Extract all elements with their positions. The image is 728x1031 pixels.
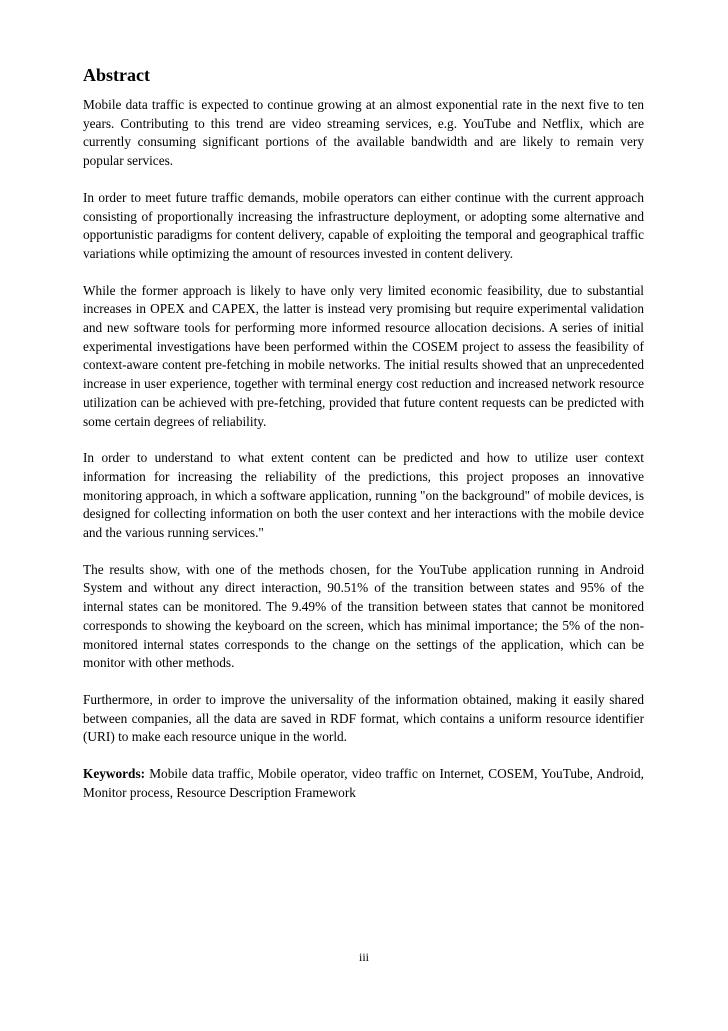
keywords-paragraph [83,765,644,802]
abstract-paragraph-4: In order to understand to what extent content can be predicted and how to utilize user context information for increasing the reliability of the predictions, this project proposes an innovative monitoring approach, in which a software application, running "on the background" of mobile devices, is designed for collecting information on both the user context and her interactions with the mobile device and the various running services." [83,450,644,541]
abstract-page [83,64,644,821]
keywords-label: Keywords: [83,766,146,782]
abstract-paragraph-3: While the former approach is likely to have only very limited economic feasibility, due to substantial increases in OPEX and CAPEX, the latter is instead very promising but require experimental validation and new software tools for performing more informed resource allocation decisions. A series of initial experimental investigations have been performed within the COSEM project to assess the feasibility of context-aware content pre-fetching in mobile networks. The initial results showed that an unprecedented increase in user experience, together with terminal energy cost reduction and increased network resource utilization can be achieved with pre-fetching, provided that future content requests can be predicted with some certain degrees of reliability. [83,282,644,429]
abstract-paragraph-6: Furthermore, in order to improve the universality of the information obtained, making it easily shared between companies, all the data are saved in RDF format, which contains a uniform resource identifier (URI) to make each resource unique in the world. [83,691,644,745]
keywords-text: Mobile data traffic, Mobile operator, video traffic on Internet, COSEM, YouTube, Android, Monitor process, Resource Description Framework [83,766,644,800]
abstract-paragraph-1: Mobile data traffic is expected to continue growing at an almost exponential rate in the next five to ten years. Contributing to this trend are video streaming services, e.g. YouTube and Netflix, which are currently consuming significant portions of the available bandwidth and are likely to remain very popular services. [83,97,644,169]
page-number: iii [358,950,369,964]
abstract-paragraph-5: The results show, with one of the methods chosen, for the YouTube application running in Android System and without any direct interaction, 90.51% of the transition between states and 95% of the internal states can be monitored. The 9.49% of the transition between states that cannot be monitored corresponds to showing the keyboard on the screen, which has minimal importance; the 5% of the non-monitored internal states corresponds to the change on the settings of the application, which can be monitor with other methods. [83,561,644,671]
abstract-title: Abstract [83,65,150,85]
abstract-paragraph-2: In order to meet future traffic demands, mobile operators can either continue with the current approach consisting of proportionally increasing the infrastructure deployment, or adopting some alternative and opportunistic paradigms for content delivery, capable of exploiting the temporal and geographical traffic variations while optimizing the amount of resources invested in content delivery. [83,189,644,261]
